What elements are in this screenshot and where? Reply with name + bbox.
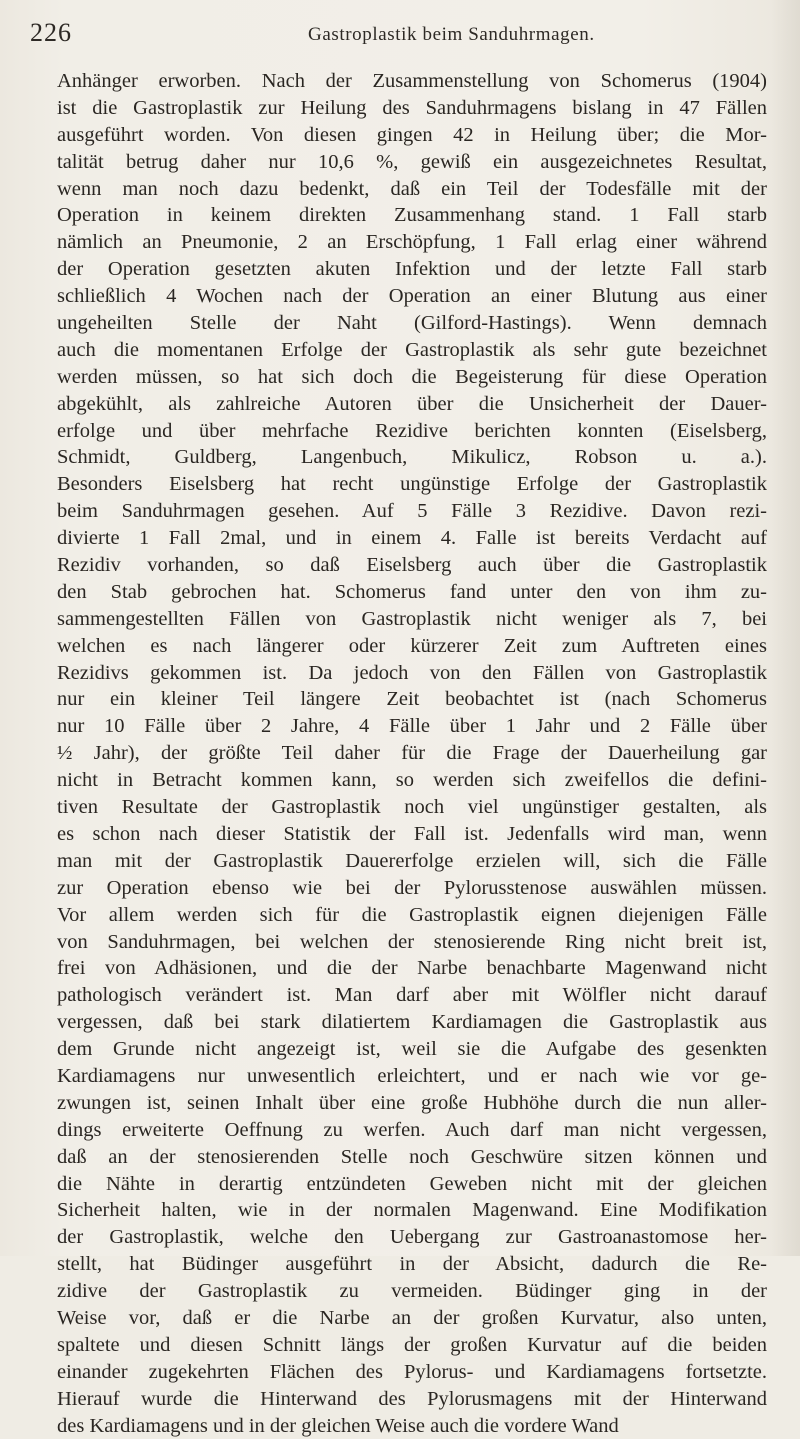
text-line: beim Sanduhrmagen gesehen. Auf 5 Fälle 3 Rezidive. Davon rezi-	[57, 500, 767, 523]
text-line: welchen es nach längerer oder kürzerer Zeit zum Auftreten eines	[57, 634, 767, 657]
text-line: ausgeführt worden. Von diesen gingen 42 in Heilung über; die Mor-	[57, 123, 767, 146]
text-line: der Operation gesetzten akuten Infektion und der letzte Fall starb	[57, 258, 767, 281]
text-line: einander zugekehrten Flächen des Pylorus- und Kardiamagens fortsetzte.	[57, 1360, 767, 1383]
text-line: Sicherheit halten, wie in der normalen Magenwand. Eine Modifikation	[57, 1199, 767, 1222]
text-line: talität betrug daher nur 10,6 %, gewiß ein ausgezeichnetes Resultat,	[57, 150, 767, 173]
text-line: tiven Resultate der Gastroplastik noch viel ungünstiger gestalten, als	[57, 796, 767, 819]
text-line: werden müssen, so hat sich doch die Begeisterung für diese Operation	[57, 365, 767, 388]
text-line: erfolge und über mehrfache Rezidive berichten konnten (Eiselsberg,	[57, 419, 767, 442]
page-number: 226	[30, 18, 72, 47]
text-line: pathologisch verändert ist. Man darf aber mit Wölfler nicht darauf	[57, 984, 767, 1007]
text-line: den Stab gebrochen hat. Schomerus fand unter den von ihm zu-	[57, 580, 767, 603]
body-text	[57, 68, 767, 1439]
text-line: man mit der Gastroplastik Dauererfolge erzielen will, sich die Fälle	[57, 849, 767, 872]
text-line: Anhänger erworben. Nach der Zusammenstellung von Schomerus (1904)	[57, 70, 767, 92]
page-edge-shadow	[770, 0, 800, 1256]
text-line: auch die momentanen Erfolge der Gastroplastik als sehr gute bezeichnet	[57, 338, 767, 361]
text-line: frei von Adhäsionen, und die der Narbe benachbarte Magenwand nicht	[57, 957, 767, 980]
text-line: Hierauf wurde die Hinterwand des Pylorusmagens mit der Hinterwand	[57, 1387, 767, 1410]
text-line: zwungen ist, seinen Inhalt über eine große Hubhöhe durch die nun aller-	[57, 1091, 767, 1114]
text-line: nur ein kleiner Teil längere Zeit beobachtet ist (nach Schomerus	[57, 688, 767, 711]
text-line: es schon nach dieser Statistik der Fall ist. Jedenfalls wird man, wenn	[57, 822, 767, 845]
text-line: nur 10 Fälle über 2 Jahre, 4 Fälle über 1 Jahr und 2 Fälle über	[57, 715, 767, 738]
text-line: wenn man noch dazu bedenkt, daß ein Teil der Todesfälle mit der	[57, 177, 767, 200]
text-line: sammengestellten Fällen von Gastroplastik nicht weniger als 7, bei	[57, 607, 767, 630]
text-line: Vor allem werden sich für die Gastroplastik eignen diejenigen Fälle	[57, 903, 767, 926]
text-line: Rezidivs gekommen ist. Da jedoch von den Fällen von Gastroplastik	[57, 661, 767, 684]
text-line: Operation in keinem direkten Zusammenhang stand. 1 Fall starb	[57, 204, 767, 227]
text-line: ist die Gastroplastik zur Heilung des Sanduhrmagens bislang in 47 Fällen	[57, 96, 767, 119]
page-header	[30, 18, 730, 54]
text-line: spaltete und diesen Schnitt längs der großen Kurvatur auf die beiden	[57, 1333, 767, 1356]
text-line: Besonders Eiselsberg hat recht ungünstige Erfolge der Gastroplastik	[57, 473, 767, 496]
text-line: zidive der Gastroplastik zu vermeiden. Büdinger ging in der	[57, 1280, 767, 1303]
text-line: zur Operation ebenso wie bei der Pylorusstenose auswählen müssen.	[57, 876, 767, 899]
text-line: vergessen, daß bei stark dilatiertem Kardiamagen die Gastroplastik aus	[57, 1011, 767, 1034]
text-line: die Nähte in derartig entzündeten Geweben nicht mit der gleichen	[57, 1172, 767, 1195]
text-line: schließlich 4 Wochen nach der Operation an einer Blutung aus einer	[57, 285, 767, 308]
text-line: abgekühlt, als zahlreiche Autoren über die Unsicherheit der Dauer-	[57, 392, 767, 415]
text-line: daß an der stenosierenden Stelle noch Geschwüre sitzen können und	[57, 1145, 767, 1168]
text-line: von Sanduhrmagen, bei welchen der stenosierende Ring nicht breit ist,	[57, 930, 767, 953]
text-line: der Gastroplastik, welche den Uebergang zur Gastroanastomose her-	[57, 1226, 767, 1249]
text-line: nicht in Betracht kommen kann, so werden sich zweifellos die defini-	[57, 769, 767, 792]
text-line: divierte 1 Fall 2mal, und in einem 4. Falle ist bereits Verdacht auf	[57, 527, 767, 550]
text-line: Schmidt, Guldberg, Langenbuch, Mikulicz, Robson u. a.).	[57, 446, 767, 469]
text-line: des Kardiamagens und in der gleichen Weise auch die vordere Wand	[57, 1414, 619, 1437]
running-head: Gastroplastik beim Sanduhrmagen.	[308, 24, 595, 45]
text-line: Rezidiv vorhanden, so daß Eiselsberg auch über die Gastroplastik	[57, 554, 767, 577]
text-line: Kardiamagens nur unwesentlich erleichtert, und er nach wie vor ge-	[57, 1064, 767, 1087]
text-line: nämlich an Pneumonie, 2 an Erschöpfung, 1 Fall erlag einer während	[57, 231, 767, 254]
text-line: stellt, hat Büdinger ausgeführt in der Absicht, dadurch die Re-	[57, 1253, 767, 1276]
text-line: ungeheilten Stelle der Naht (Gilford-Hastings). Wenn demnach	[57, 312, 767, 335]
text-line: dem Grunde nicht angezeigt ist, weil sie die Aufgabe des gesenkten	[57, 1038, 767, 1061]
text-line: dings erweiterte Oeffnung zu werfen. Auch darf man nicht vergessen,	[57, 1118, 767, 1141]
text-line: ½ Jahr), der größte Teil daher für die Frage der Dauerheilung gar	[57, 742, 767, 765]
text-line: Weise vor, daß er die Narbe an der großen Kurvatur, also unten,	[57, 1306, 767, 1329]
